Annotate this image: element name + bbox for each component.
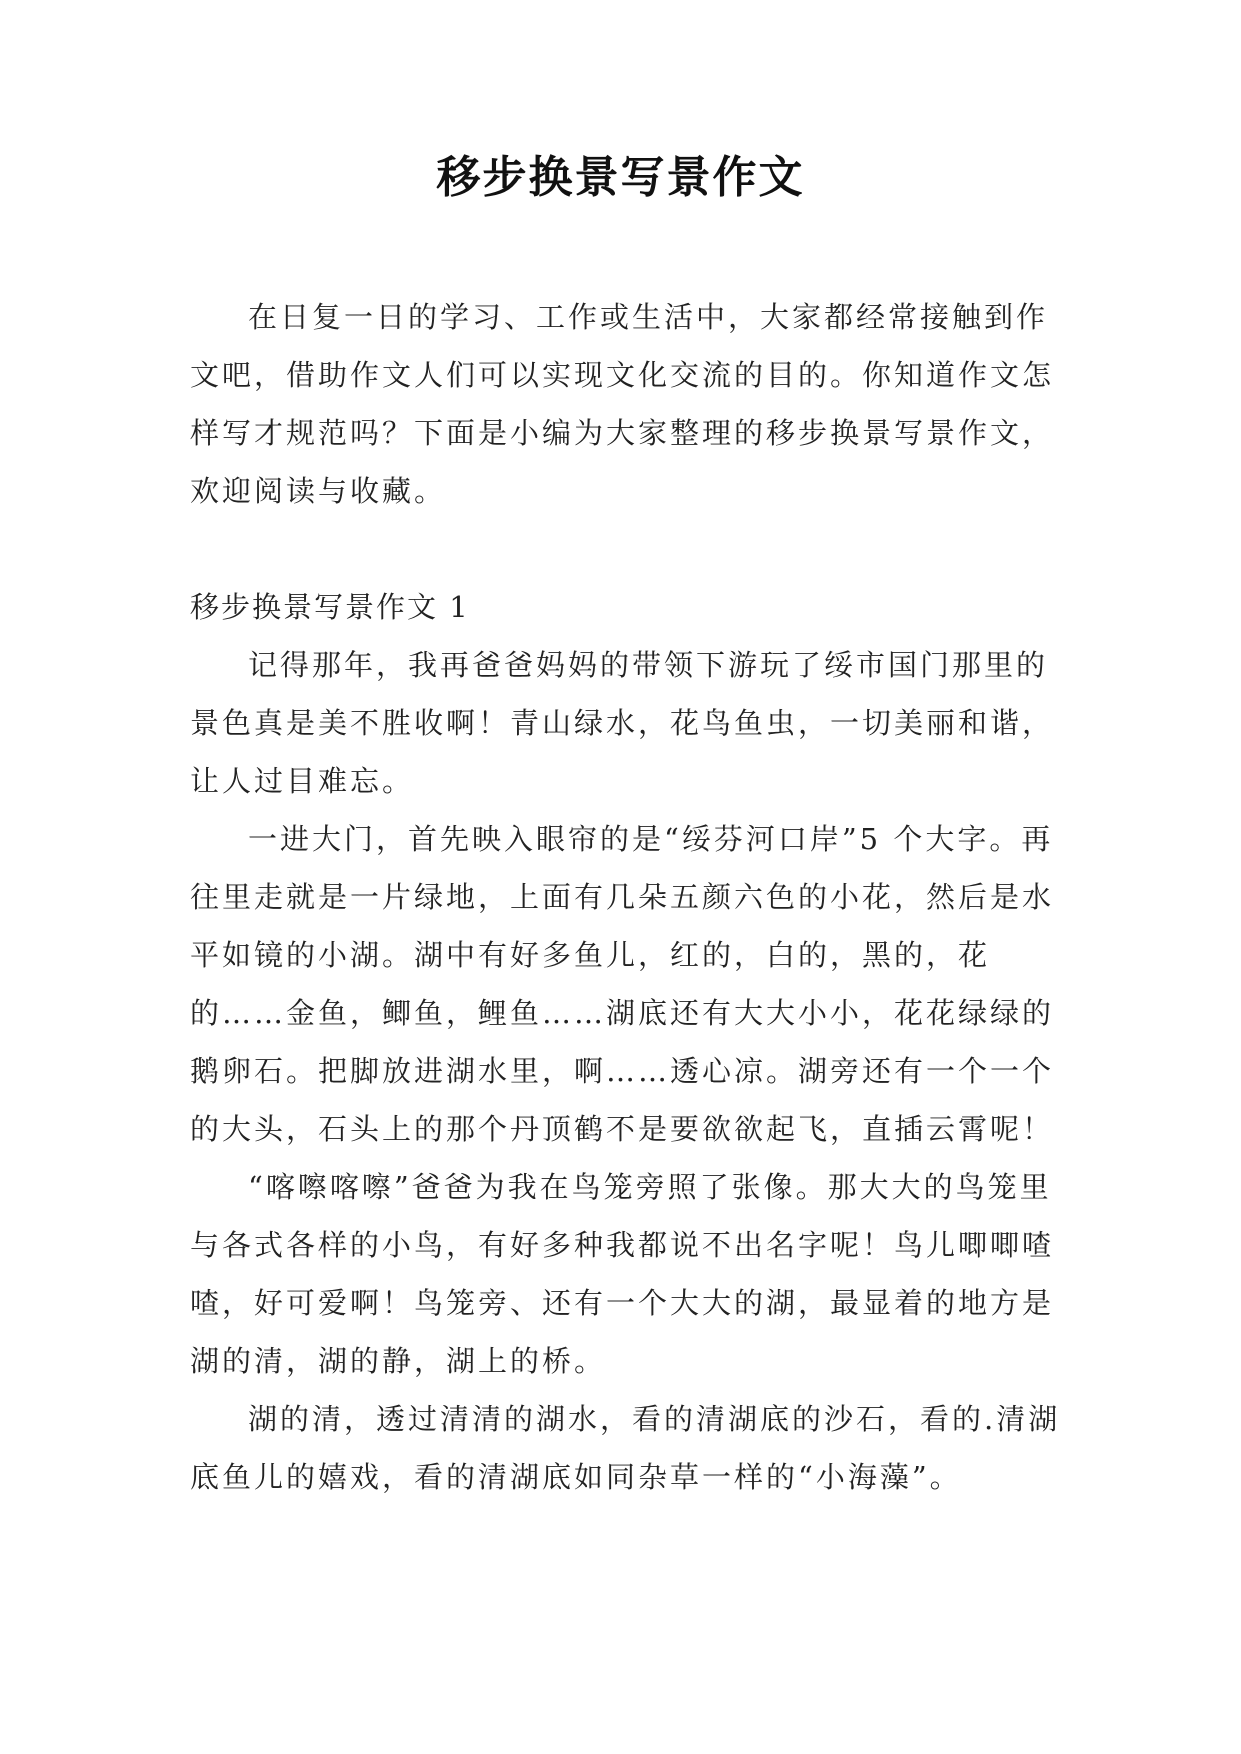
document-title: 移步换景写景作文 bbox=[436, 152, 805, 203]
body-paragraph-4: 湖的清，透过清清的湖水，看的清湖底的沙石，看的.清湖底鱼儿的嬉戏，看的清湖底如同杂草一样的“小海藻”。 bbox=[190, 1402, 1061, 1494]
document-body bbox=[190, 288, 1070, 1506]
intro-paragraph: 在日复一日的学习、工作或生活中，大家都经常接触到作文吧，借助作文人们可以实现文化交流的目的。你知道作文怎样写才规范吗？下面是小编为大家整理的移步换景写景作文，欢迎阅读与收藏。 bbox=[190, 300, 1055, 508]
section-heading: 移步换景写景作文 1 bbox=[190, 590, 470, 624]
body-paragraph-3: “喀嚓喀嚓”爸爸为我在鸟笼旁照了张像。那大大的鸟笼里与各式各样的小鸟，有好多种我都说不出名字呢！鸟儿唧唧喳喳，好可爱啊！鸟笼旁、还有一个大大的湖，最显着的地方是湖的清，湖的静，湖上的桥。 bbox=[190, 1170, 1055, 1378]
body-paragraph-2: 一进大门，首先映入眼帘的是“绥芬河口岸”5 个大字。再往里走就是一片绿地，上面有几朵五颜六色的小花，然后是水平如镜的小湖。湖中有好多鱼儿，红的，白的，黑的，花的……金鱼，鲫鱼，鲤鱼……湖底还有大大小小，花花绿绿的鹅卵石。把脚放进湖水里，啊……透心凉。湖旁还有一个一个的大头，石头上的那个丹顶鹤不是要欲欲起飞，直插云霄呢！ bbox=[190, 822, 1055, 1146]
body-paragraph-1: 记得那年，我再爸爸妈妈的带领下游玩了绥市国门那里的景色真是美不胜收啊！青山绿水，花鸟鱼虫，一切美丽和谐，让人过目难忘。 bbox=[190, 648, 1055, 798]
